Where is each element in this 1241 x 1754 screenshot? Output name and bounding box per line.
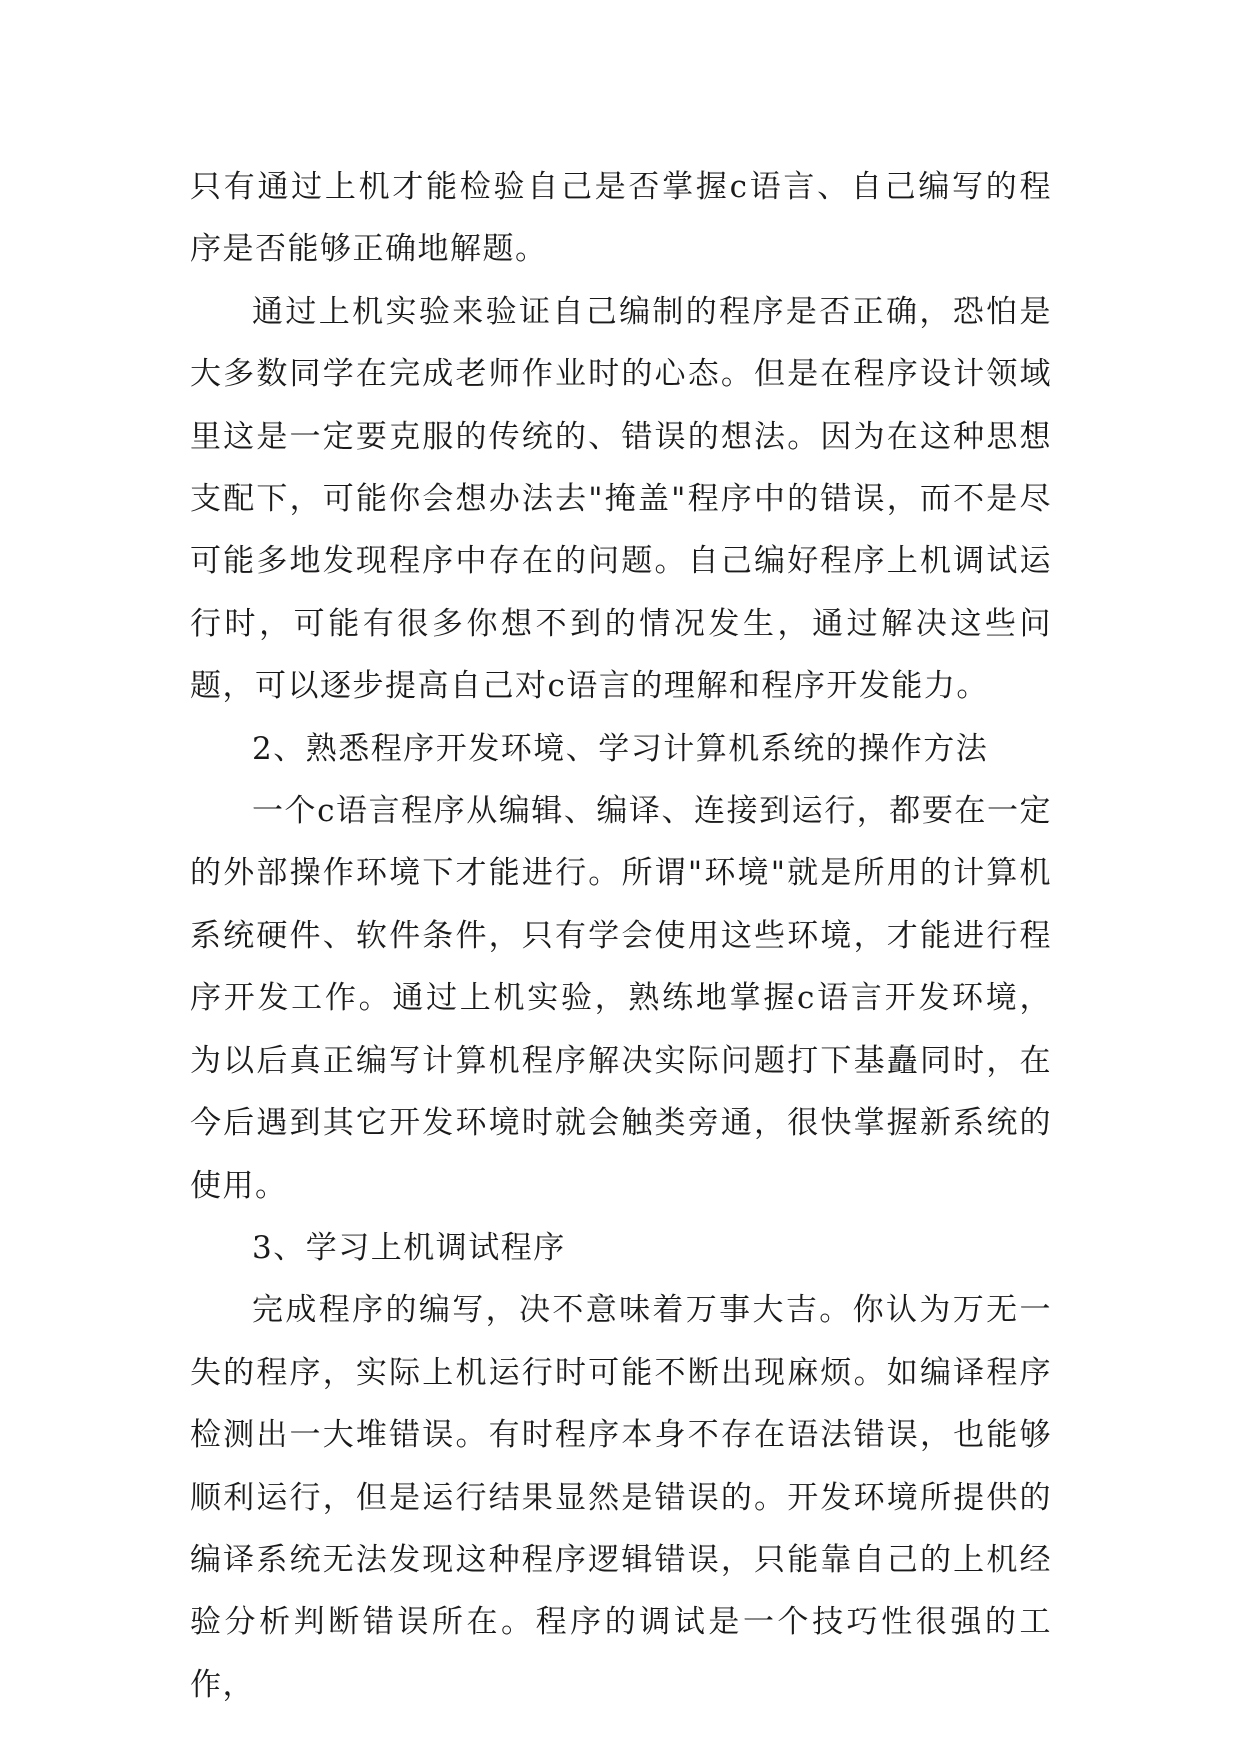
paragraph-verify-program: 通过上机实验来验证自己编制的程序是否正确，恐怕是大多数同学在完成老师作业时的心态。但是在程序设计领域里这是一定要克服的传统的、错误的想法。因为在这种思想支配下，可能你会想办法去"掩盖"程序中的错误，而不是尽可能多地发现程序中存在的问题。自己编好程序上机调试运行时，可能有很多你想不到的情况发生，通过解决这些问题，可以逐步提高自己对c语言的理解和程序开发能力。	[190, 293, 1052, 705]
paragraph-intro: 只有通过上机才能检验自己是否掌握c语言、自己编写的程序是否能够正确地解题。	[190, 169, 1052, 268]
section-heading-3: 3、学习上机调试程序	[252, 1229, 566, 1266]
document-body	[190, 156, 1052, 1716]
paragraph-environment: 一个c语言程序从编辑、编译、连接到运行，都要在一定的外部操作环境下才能进行。所谓"环境"就是所用的计算机系统硬件、软件条件，只有学会使用这些环境，才能进行程序开发工作。通过上机实验，熟练地掌握c语言开发环境，为以后真正编写计算机程序解决实际问题打下基矗同时，在今后遇到其它开发环境时就会触类旁通，很快掌握新系统的使用。	[190, 793, 1052, 1204]
section-heading-2: 2、熟悉程序开发环境、学习计算机系统的操作方法	[252, 730, 989, 767]
paragraph-debugging: 完成程序的编写，决不意味着万事大吉。你认为万无一失的程序，实际上机运行时可能不断出现麻烦。如编译程序检测出一大堆错误。有时程序本身不存在语法错误，也能够顺利运行，但是运行结果显然是错误的。开发环境所提供的编译系统无法发现这种程序逻辑错误，只能靠自己的上机经验分析判断错误所在。程序的调试是一个技巧性很强的工作，	[190, 1292, 1052, 1703]
